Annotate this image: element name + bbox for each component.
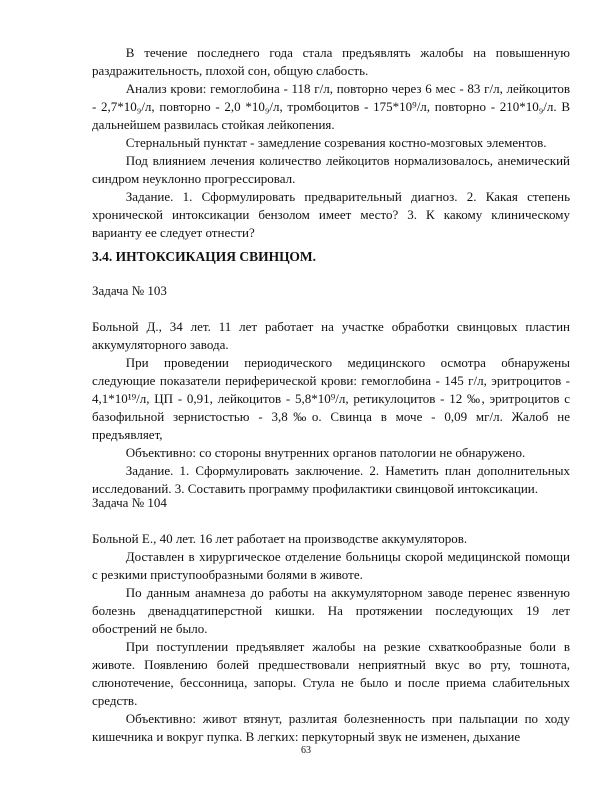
task-paragraph: Доставлен в хирургическое отделение больницы скорой медицинской помощи с резкими приступообразными болями в животе. [92, 549, 570, 582]
task-paragraph: Объективно: со стороны внутренних органов патологии не обнаружено. [125, 445, 526, 460]
task-103-block [92, 282, 570, 498]
task-104-block [92, 494, 570, 746]
intro-paragraph: Задание. 1. Сформулировать предварительный диагноз. 2. Какая степень хронической интоксикации бензолом имеет место? 3. К какому клиническому варианту ее следует отнести? [92, 189, 570, 240]
task-paragraph: Больной Е., 40 лет. 16 лет работает на производстве аккумуляторов. [92, 531, 468, 546]
page-number: 63 [301, 745, 311, 756]
task-paragraph: Задание. 1. Сформулировать заключение. 2. Наметить план дополнительных исследований. 3. Составить программу профилактики свинцовой интоксикации. [92, 463, 570, 496]
task-title: Задача № 104 [92, 495, 167, 510]
task-paragraph: Больной Д., 34 лет. 11 лет работает на участке обработки свинцовых пластин аккумуляторного завода. [92, 319, 570, 352]
section-heading: 3.4. ИНТОКСИКАЦИЯ СВИНЦОМ. [92, 249, 317, 264]
intro-paragraph: В течение последнего года стала предъявлять жалобы на повышенную раздражительность, плохой сон, общую слабость. [92, 45, 570, 78]
intro-paragraph: Под влиянием лечения количество лейкоцитов нормализовалось, анемический синдром неуклонно прогрессировал. [92, 153, 570, 186]
task-paragraph: При проведении периодического медицинского осмотра обнаружены следующие показатели периферической крови: гемоглобина - 145 г/л, эритроцитов - 4,1*10¹⁹/л, ЦП - 0,91, лейкоцитов - 5,8*10⁹/л, ретикулоцитов - 12 ‰, эритроцитов с базофильной зернистостью - 3,8‰о. Свинца в моче - 0,09 мг/л. Жалоб не предъявляет, [92, 355, 570, 442]
intro-block [92, 44, 570, 242]
section-block [92, 248, 570, 266]
task-paragraph: Объективно: живот втянут, разлитая болезненность при пальпации по ходу кишечника и вокруг пупка. В легких: перкуторный звук не изменен, дыхание [92, 711, 570, 744]
task-title: Задача № 103 [92, 283, 167, 298]
intro-paragraph: Стернальный пунктат - замедление созревания костно-мозговых элементов. [125, 135, 547, 150]
task-paragraph: При поступлении предъявляет жалобы на резкие схваткообразные боли в животе. Появлению болей предшествовали неприятный вкус во рту, тошнота, слюнотечение, бессонница, запоры. Стула не было и после приема слабительных средств. [92, 639, 570, 708]
intro-paragraph: Анализ крови: гемоглобина - 118 г/л, повторно через 6 мес - 83 г/л, лейкоцитов - 2,7*10₉/л, повторно - 2,0 *10₉/л, тромбоцитов - 175*10⁹/л, повторно - 210*10₉/л. В дальнейшем развилась стойкая лейкопения. [92, 81, 570, 132]
task-paragraph: По данным анамнеза до работы на аккумуляторном заводе перенес язвенную болезнь двенадцатиперстной кишки. На протяжении последующих 19 лет обострений не было. [92, 585, 570, 636]
